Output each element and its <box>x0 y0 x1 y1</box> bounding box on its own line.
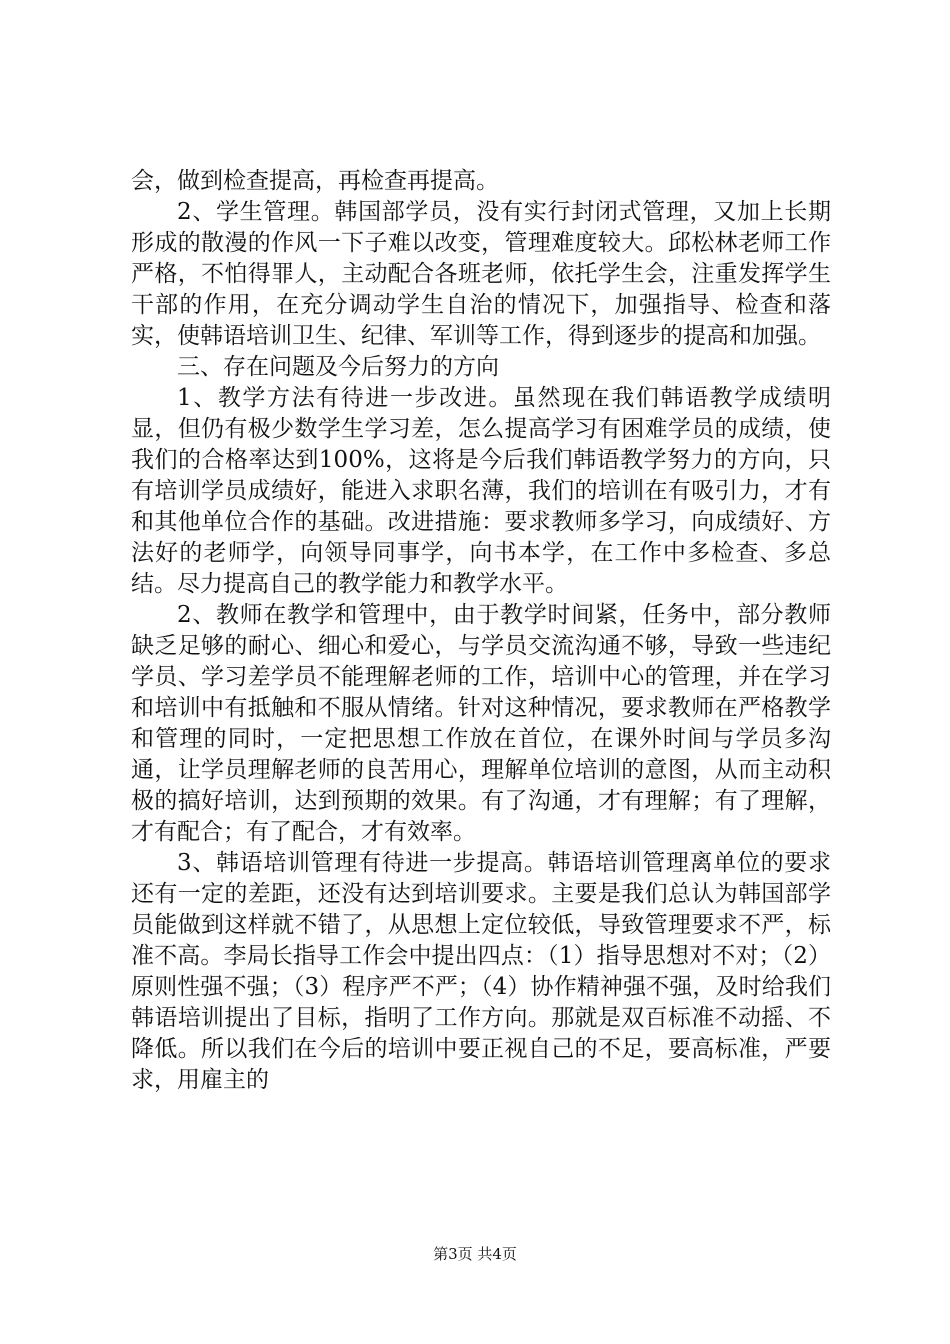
page-footer: 第3页 共4页 <box>433 1245 517 1263</box>
paragraph-4: 2、教师在教学和管理中，由于教学时间紧，任务中，部分教师缺乏足够的耐心、细心和爱心，与学员交流沟通不够，导致一些违纪学员、学习差学员不能理解老师的工作，培训中心的管理，并在学习和培训中有抵触和不服从情绪。针对这种情况，要求教师在严格教学和管理的同时，一定把思想工作放在首位，在课外时间与学员多沟通，让学员理解老师的良苦用心，理解单位培训的意图，从而主动积极的搞好培训，达到预期的效果。有了沟通，才有理解；有了理解，才有配合；有了配合，才有效率。 <box>131 602 831 845</box>
paragraph-2: 2、学生管理。韩国部学员，没有实行封闭式管理，又加上长期形成的散漫的作风一下子难以改变，管理难度较大。邱松林老师工作严格，不怕得罪人，主动配合各班老师，依托学生会，注重发挥学生干部的作用，在充分调动学生自治的情况下，加强指导、检查和落实，使韩语培训卫生、纪律、军训等工作，得到逐步的提高和加强。 <box>131 199 831 349</box>
paragraph-5: 3、韩语培训管理有待进一步提高。韩语培训管理离单位的要求还有一定的差距，还没有达到培训要求。主要是我们总认为韩国部学员能做到这样就不错了，从思想上定位较低，导致管理要求不严，标准不高。李局长指导工作会中提出四点：（1）指导思想对不对；（2）原则性强不强；（3）程序严不严；（4）协作精神强不强，及时给我们韩语培训提出了目标，指明了工作方向。那就是双百标准不动摇、不降低。所以我们在今后的培训中要正视自己的不足，要高标准，严要求，用雇主的 <box>131 850 831 1093</box>
paragraph-1: 会，做到检查提高，再检查再提高。 <box>131 168 499 194</box>
section-heading: 三、存在问题及今后努力的方向 <box>177 354 499 380</box>
document-body <box>131 166 831 1096</box>
paragraph-3: 1、教学方法有待进一步改进。虽然现在我们韩语教学成绩明显，但仍有极少数学生学习差，怎么提高学习有困难学员的成绩，使我们的合格率达到100%，这将是今后我们韩语教学努力的方向，只有培训学员成绩好，能进入求职名薄，我们的培训在有吸引力，才有和其他单位合作的基础。改进措施：要求教师多学习，向成绩好、方法好的老师学，向领导同事学，向书本学，在工作中多检查、多总结。尽力提高自己的教学能力和教学水平。 <box>131 385 831 597</box>
